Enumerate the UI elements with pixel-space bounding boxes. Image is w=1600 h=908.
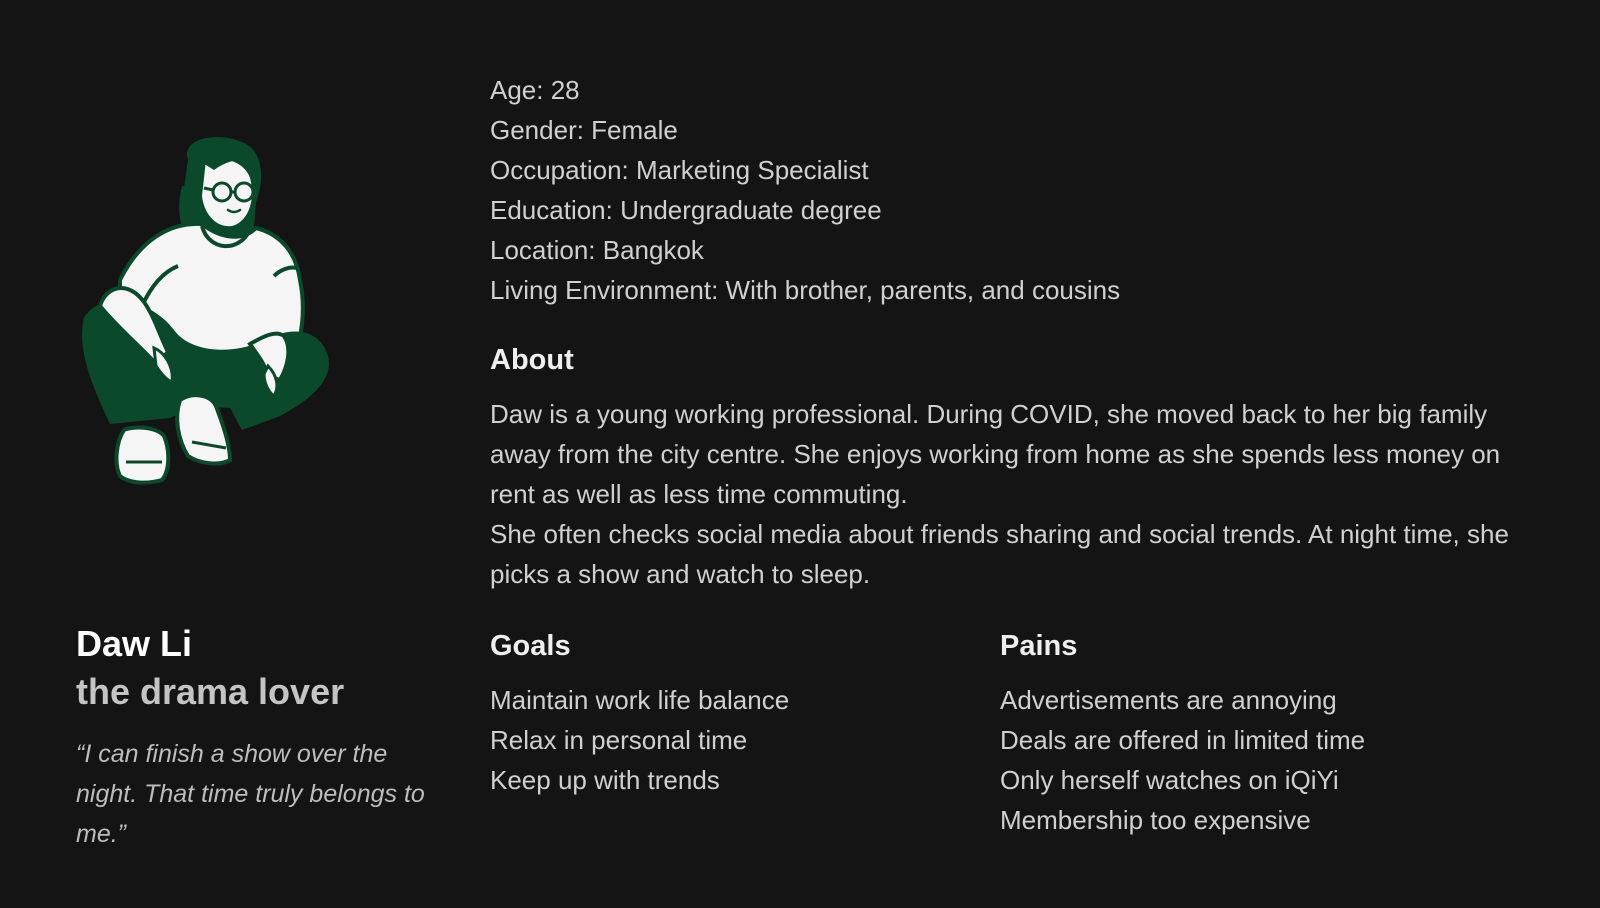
pain-item: Membership too expensive (1000, 805, 1311, 835)
goals-heading: Goals (490, 630, 571, 662)
goals-list (490, 680, 789, 800)
about-heading: About (490, 344, 574, 376)
persona-name: Daw Li (76, 623, 193, 664)
about-paragraph: Daw is a young working professional. During COVID, she moved back to her big family away from the city centre. She enjoys working from home as she spends less money on rent as well as less time commuting. (490, 399, 1501, 509)
about-body (490, 394, 1540, 594)
pain-item: Advertisements are annoying (1000, 685, 1337, 715)
goal-item: Keep up with trends (490, 765, 720, 795)
about-paragraph: She often checks social media about friends sharing and social trends. At night time, she picks a show and watch to sleep. (490, 519, 1509, 589)
demographic-location: Location: Bangkok (490, 235, 704, 265)
pains-list (1000, 680, 1365, 840)
demographic-living-environment: Living Environment: With brother, parents, and cousins (490, 275, 1121, 305)
goal-item: Relax in personal time (490, 725, 748, 755)
demographics-list (490, 70, 1120, 310)
demographic-gender: Gender: Female (490, 115, 678, 145)
goal-item: Maintain work life balance (490, 685, 790, 715)
pains-heading: Pains (1000, 630, 1078, 662)
demographic-occupation: Occupation: Marketing Specialist (490, 155, 869, 185)
pain-item: Deals are offered in limited time (1000, 725, 1366, 755)
persona-quote: “I can finish a show over the night. That time truly belongs to me.” (76, 740, 425, 848)
demographic-education: Education: Undergraduate degree (490, 195, 882, 225)
persona-illustration (70, 130, 350, 500)
persona-tagline: the drama lover (76, 671, 345, 712)
pain-item: Only herself watches on iQiYi (1000, 765, 1339, 795)
demographic-age: Age: 28 (490, 75, 580, 105)
